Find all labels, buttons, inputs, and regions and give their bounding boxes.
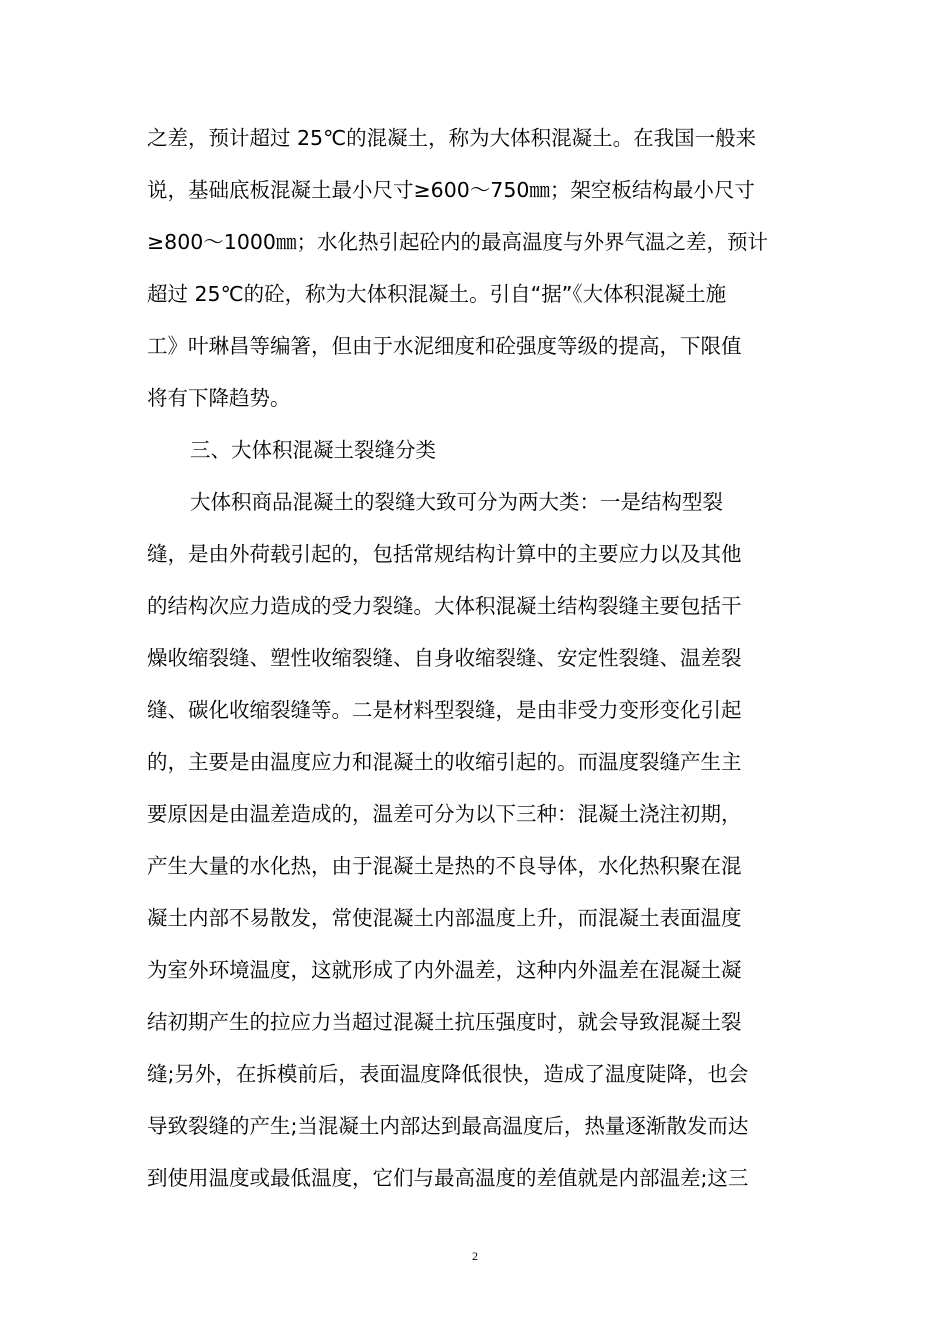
text-line: 要原因是由温差造成的，温差可分为以下三种：混凝土浇注初期， xyxy=(147,802,742,826)
text-line: 产生大量的水化热，由于混凝土是热的不良导体，水化热积聚在混 xyxy=(147,854,742,878)
text-line: 燥收缩裂缝、塑性收缩裂缝、自身收缩裂缝、安定性裂缝、温差裂 xyxy=(147,646,742,670)
body-text xyxy=(147,112,807,1204)
text-line: 的，主要是由温度应力和混凝土的收缩引起的。而温度裂缝产生主 xyxy=(147,750,742,774)
text-line: 的结构次应力造成的受力裂缝。大体积混凝土结构裂缝主要包括干 xyxy=(147,594,742,618)
text-line: 为室外环境温度，这就形成了内外温差，这种内外温差在混凝土凝 xyxy=(147,958,742,982)
text-line: ≥800～1000㎜；水化热引起砼内的最高温度与外界气温之差，预计 xyxy=(147,230,768,254)
text-line: 导致裂缝的产生;当混凝土内部达到最高温度后，热量逐渐散发而达 xyxy=(147,1114,749,1138)
page-number: 2 xyxy=(472,1249,478,1263)
text-line: 说，基础底板混凝土最小尺寸≥600～750㎜；架空板结构最小尺寸 xyxy=(147,178,755,202)
text-line: 缝，是由外荷载引起的，包括常规结构计算中的主要应力以及其他 xyxy=(147,542,742,566)
text-line: 到使用温度或最低温度，它们与最高温度的差值就是内部温差;这三 xyxy=(147,1166,749,1190)
text-line: 缝;另外，在拆模前后，表面温度降低很快，造成了温度陡降，也会 xyxy=(147,1062,749,1086)
text-line: 缝、碳化收缩裂缝等。二是材料型裂缝，是由非受力变形变化引起 xyxy=(147,698,742,722)
text-line: 结初期产生的拉应力当超过混凝土抗压强度时，就会导致混凝土裂 xyxy=(147,1010,742,1034)
paragraph-start-line: 大体积商品混凝土的裂缝大致可分为两大类：一是结构型裂 xyxy=(190,490,723,514)
section-heading: 三、大体积混凝土裂缝分类 xyxy=(190,438,436,462)
text-line: 凝土内部不易散发，常使混凝土内部温度上升，而混凝土表面温度 xyxy=(147,906,742,930)
text-line: 超过 25℃的砼，称为大体积混凝土。引自“据”《大体积混凝土施 xyxy=(147,282,727,306)
text-line: 将有下降趋势。 xyxy=(147,386,291,410)
text-line: 工》叶琳昌等编箸，但由于水泥细度和砼强度等级的提高，下限值 xyxy=(147,334,742,358)
text-line: 之差，预计超过 25℃的混凝土，称为大体积混凝土。在我国一般来 xyxy=(147,126,757,150)
